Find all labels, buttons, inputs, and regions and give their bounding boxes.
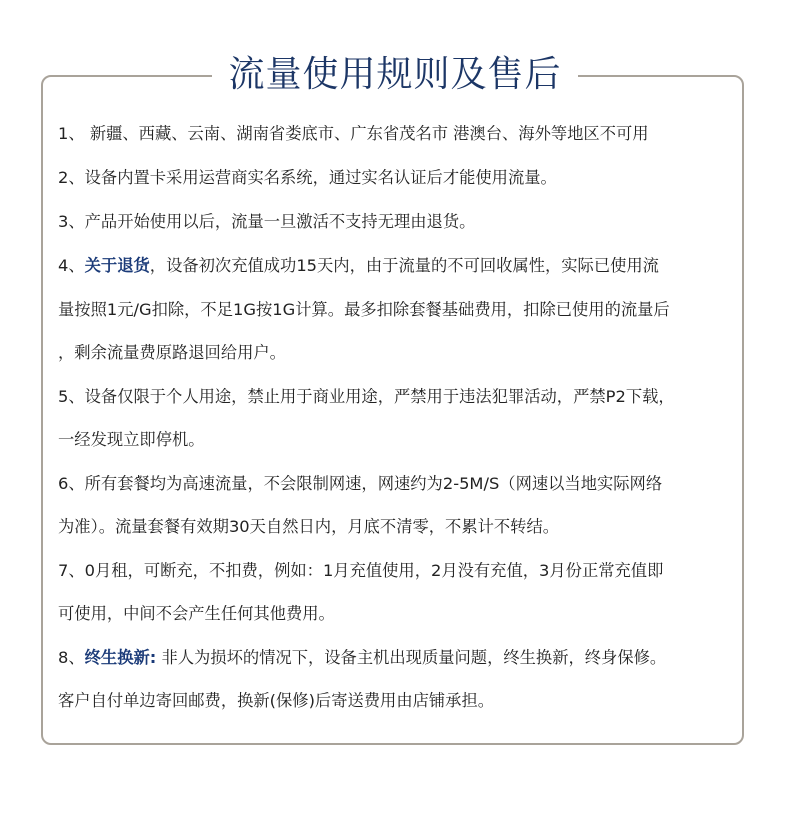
rule-text: 5、设备仅限于个人用途，禁止用于商业用途，严禁用于违法犯罪活动，严禁P2下载， xyxy=(58,386,675,406)
rule-text: 2、设备内置卡采用运营商实名系统，通过实名认证后才能使用流量。 xyxy=(58,168,557,187)
rule-text: 非人为损坏的情况下，设备主机出现质量问题，终生换新，终身保修。 xyxy=(156,647,667,667)
rule-text: 为准）。流量套餐有效期30天自然日内，月底不清零，不累计不转结。 xyxy=(58,517,560,536)
rule-item-2 xyxy=(58,156,748,200)
rule-text: 1、 新疆、西藏、云南、湖南省娄底市、广东省茂名市 港澳台、海外等地区不可用 xyxy=(58,124,649,143)
rule-prefix: 8、 xyxy=(58,647,85,667)
rule-item-5 xyxy=(58,375,748,462)
rule-item-3 xyxy=(58,200,748,244)
rule-item-8 xyxy=(58,636,748,723)
rule-text: 7、0月租，可断充，不扣费，例如：1月充值使用，2月没有充值，3月份正常充值即 xyxy=(58,560,664,580)
rule-highlight-lifetime-replacement: 终生换新: xyxy=(84,647,157,667)
rule-text: 量按照1元/G扣除，不足1G按1G计算。最多扣除套餐基础费用，扣除已使用的流量后 xyxy=(58,299,670,319)
rule-line xyxy=(58,244,748,288)
rule-item-6 xyxy=(58,462,748,549)
page-title-text: 流量使用规则及售后 xyxy=(212,54,577,95)
rule-text: 6、所有套餐均为高速流量，不会限制网速，网速约为2-5M/S（网速以当地实际网络 xyxy=(58,473,663,493)
rules-list xyxy=(58,112,748,723)
rule-highlight-return-policy: 关于退货 xyxy=(84,256,150,275)
rule-text: 可使用，中间不会产生任何其他费用。 xyxy=(58,604,335,623)
rule-text: 一经发现立即停机。 xyxy=(58,430,205,449)
rule-item-7 xyxy=(58,549,748,636)
rule-item-4 xyxy=(58,244,748,375)
rule-text: ，剩余流量费原路退回给用户。 xyxy=(58,343,286,362)
rule-prefix: 4、 xyxy=(58,256,85,275)
rule-text: 3、产品开始使用以后，流量一旦激活不支持无理由退货。 xyxy=(58,212,476,231)
rule-text: ，设备初次充值成功15天内，由于流量的不可回收属性，实际已使用流 xyxy=(149,256,659,275)
rule-item-1 xyxy=(58,112,748,156)
rule-text: 客户自付单边寄回邮费，换新(保修)后寄送费用由店铺承担。 xyxy=(58,691,495,710)
rule-line xyxy=(58,636,748,680)
